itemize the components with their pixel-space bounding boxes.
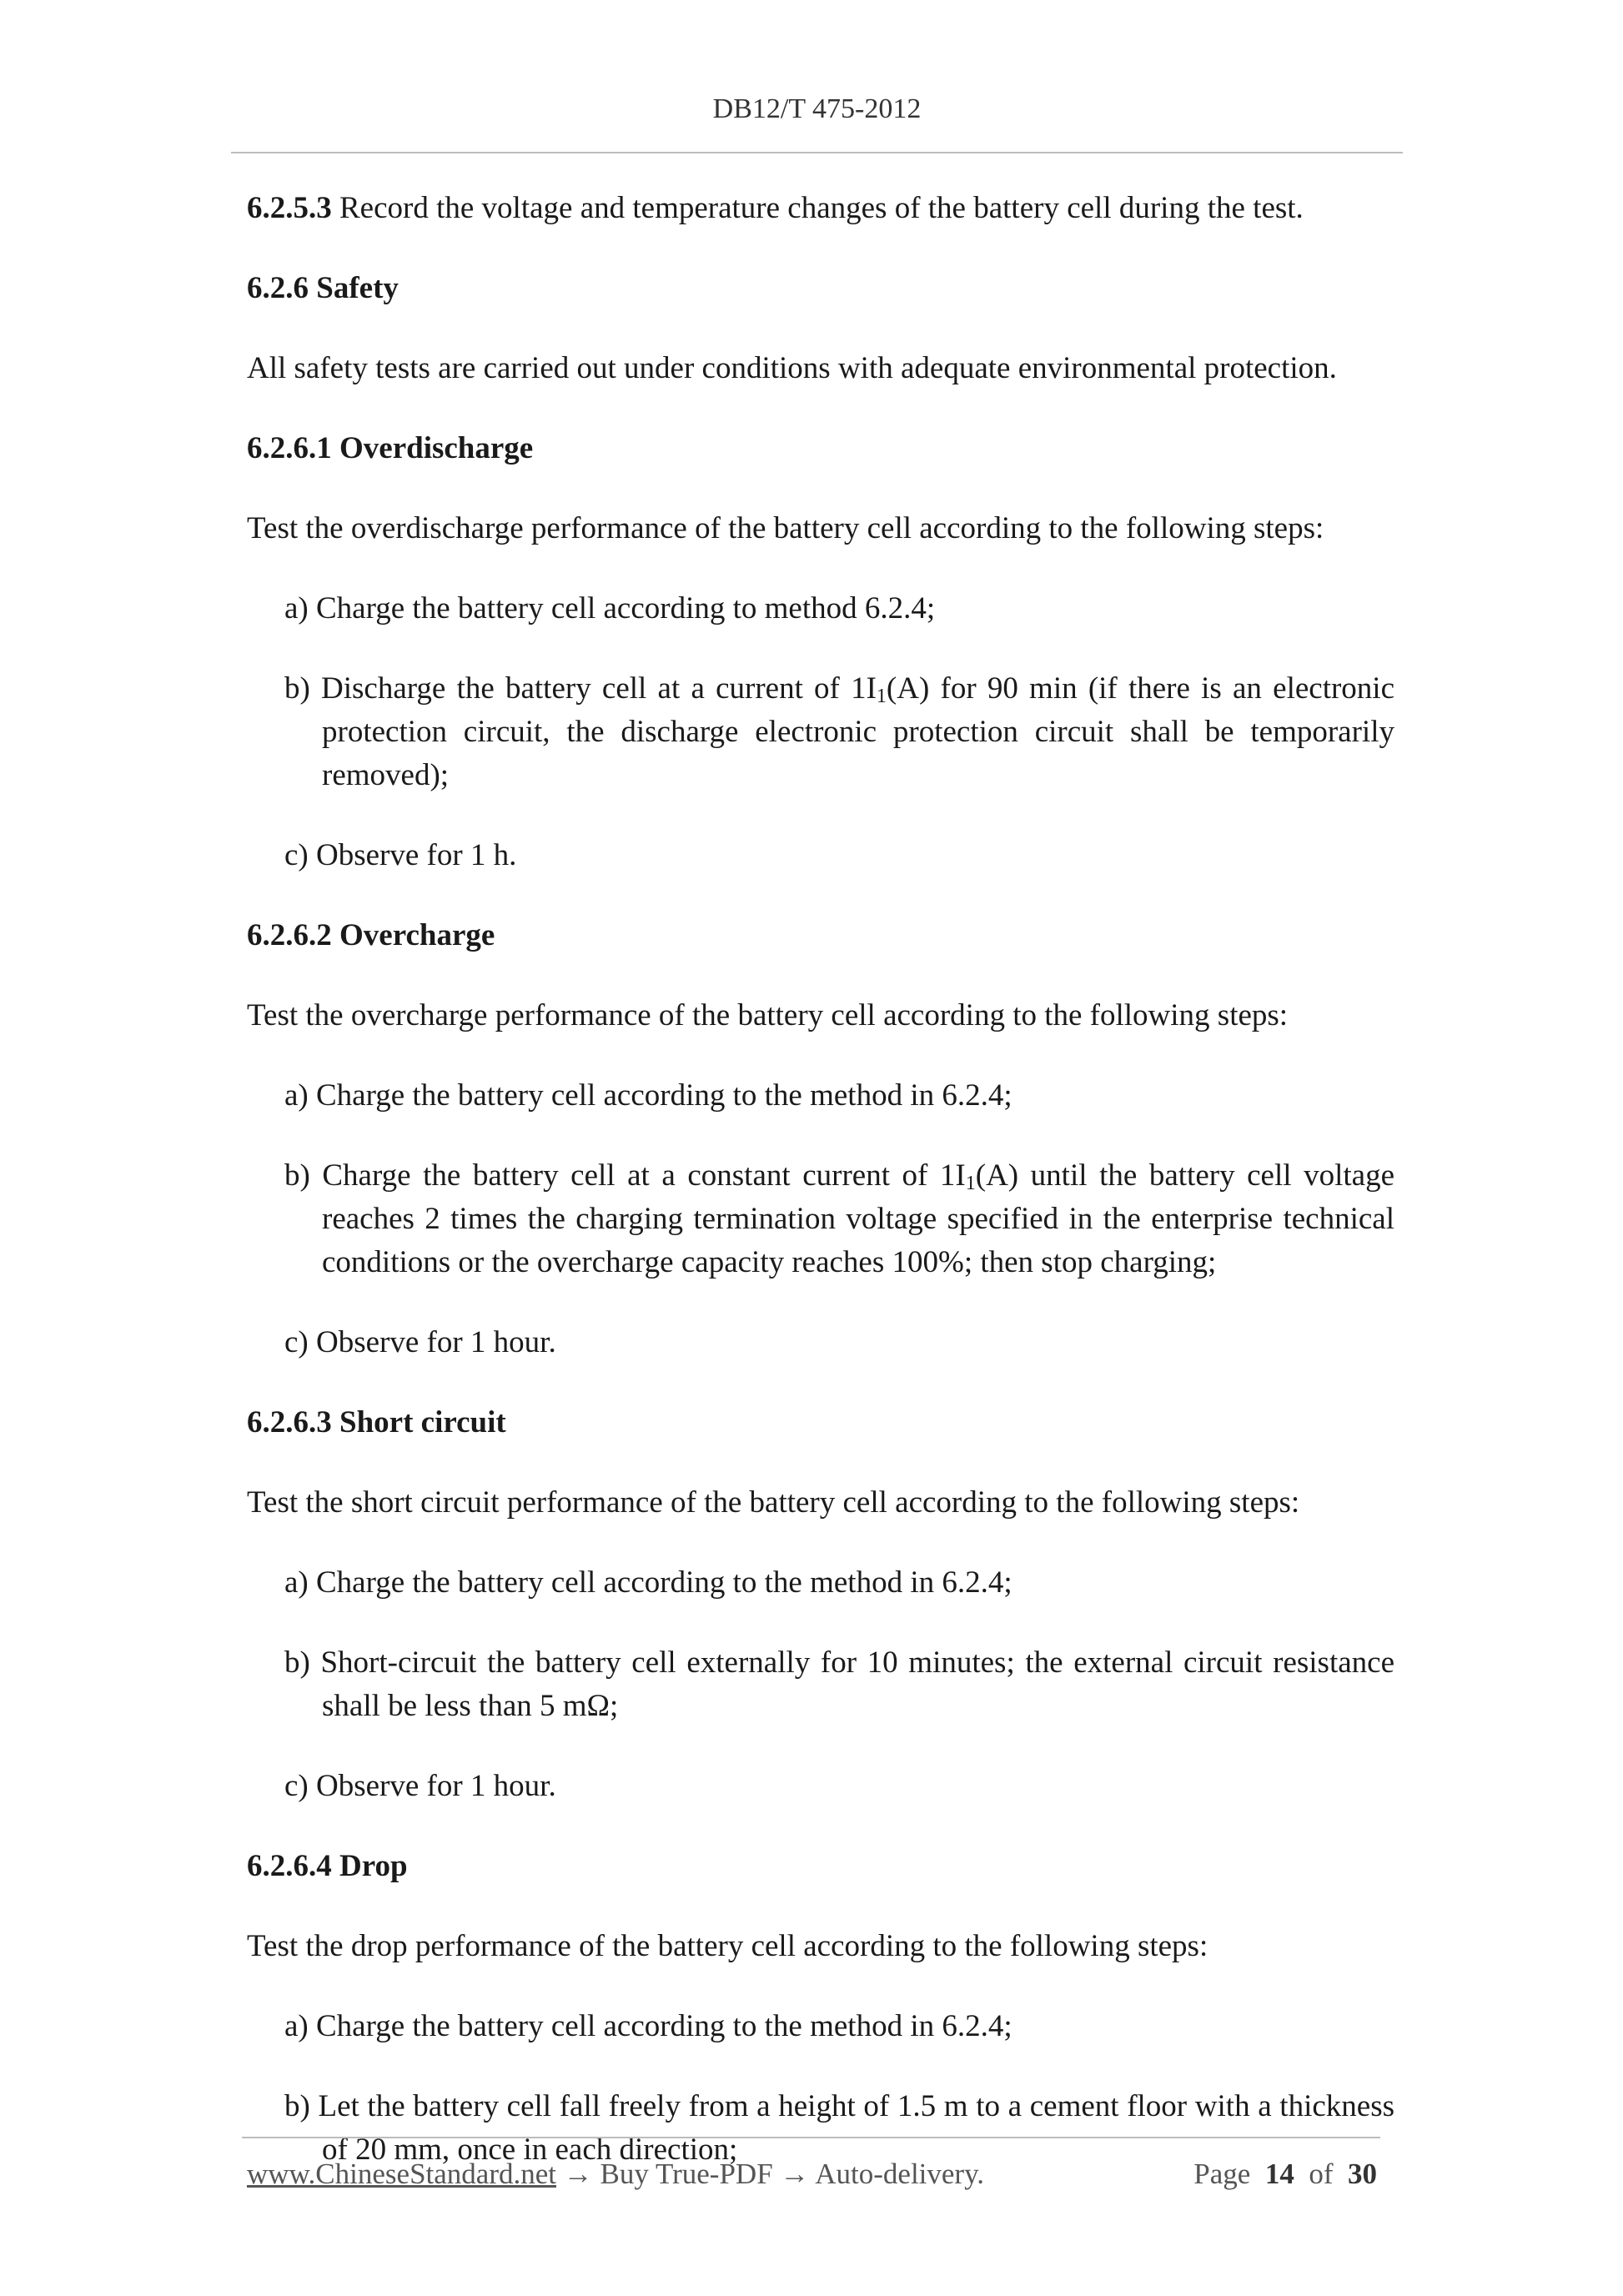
- heading-title: Overdischarge: [331, 431, 534, 465]
- page-body: [247, 187, 1394, 2208]
- list-item: c) Observe for 1 hour.: [284, 1325, 556, 1359]
- heading-drop: [247, 1845, 1394, 1888]
- list-item: b) Discharge the battery cell at a current of $1I_1(A)$ for 90 min (if there is an electronic protection circuit, the discharge electronic protection circuit shall be temporarily removed);: [284, 671, 1394, 792]
- heading-safety: [247, 267, 1394, 310]
- list-item: a) Charge the battery cell according to the method in 6.2.4;: [284, 2009, 1012, 2043]
- list-item: b) Short-circuit the battery cell externally for 10 minutes; the external circuit resistance shall be less than 5 mΩ;: [284, 1645, 1394, 1723]
- heading-number: 6.2.6.4: [247, 1849, 332, 1883]
- footer-divider: [242, 2137, 1380, 2138]
- page-number: 14: [1264, 2158, 1294, 2190]
- heading-title: Drop: [331, 1849, 408, 1883]
- list-item: c) Observe for 1 hour.: [284, 1769, 556, 1803]
- auto-delivery-text: Auto-delivery.: [815, 2158, 985, 2190]
- heading-number: 6.2.6: [247, 271, 309, 305]
- paragraph-drop: Test the drop performance of the battery cell according to the following steps:: [247, 1929, 1208, 1963]
- list-item: b) Charge the battery cell at a constant current of $1I_1(A)$ until the battery cell voltage reaches 2 times the charging termination voltage specified in the enterprise technical conditions or the overcharge capacity reaches 100%; then stop charging;: [284, 1158, 1394, 1279]
- list-item: b) Let the battery cell fall freely from a height of 1.5 m to a cement floor with a thickness of 20 mm, once in each direction;: [284, 2089, 1394, 2167]
- document-code: DB12/T 475-2012: [712, 93, 922, 124]
- heading-title: Short circuit: [331, 1405, 506, 1439]
- arrow-icon: →: [772, 2158, 816, 2190]
- list-item: a) Charge the battery cell according to method 6.2.4;: [284, 591, 936, 625]
- heading-number: 6.2.6.1: [247, 431, 332, 465]
- heading-overdischarge: [247, 427, 1394, 470]
- heading-number: 6.2.6.2: [247, 918, 332, 952]
- list-item: a) Charge the battery cell according to the method in 6.2.4;: [284, 1078, 1012, 1113]
- paragraph-overcharge: Test the overcharge performance of the battery cell according to the following steps:: [247, 998, 1289, 1032]
- heading-number: 6.2.6.3: [247, 1405, 332, 1439]
- heading-overcharge: [247, 914, 1394, 957]
- clause-number: 6.2.5.3: [247, 191, 332, 225]
- list-item: a) Charge the battery cell according to the method in 6.2.4;: [284, 1565, 1012, 1600]
- header-divider: [231, 152, 1403, 153]
- heading-short-circuit: [247, 1401, 1394, 1444]
- paragraph-overdischarge: Test the overdischarge performance of the battery cell according to the following steps:: [247, 511, 1324, 545]
- list-item: c) Observe for 1 h.: [284, 838, 517, 872]
- website-link[interactable]: www.ChineseStandard.net: [247, 2158, 556, 2190]
- paragraph-6-2-5-3: [247, 187, 1394, 230]
- footer-promo: [247, 2158, 984, 2191]
- of-label: of: [1309, 2158, 1334, 2190]
- clause-text: Record the voltage and temperature changes of the battery cell during the test.: [331, 191, 1304, 225]
- buy-pdf-text: Buy True-PDF: [600, 2158, 773, 2190]
- paragraph-safety: All safety tests are carried out under conditions with adequate environmental protection.: [247, 351, 1337, 385]
- page-total: 30: [1348, 2158, 1377, 2190]
- paragraph-short-circuit: Test the short circuit performance of the battery cell according to the following steps:: [247, 1485, 1300, 1520]
- page-indicator: [1193, 2158, 1377, 2191]
- heading-title: Overcharge: [331, 918, 495, 952]
- page-label: Page: [1193, 2158, 1251, 2190]
- arrow-icon: →: [556, 2158, 600, 2190]
- heading-title: Safety: [309, 271, 399, 305]
- page-header: [231, 93, 1403, 125]
